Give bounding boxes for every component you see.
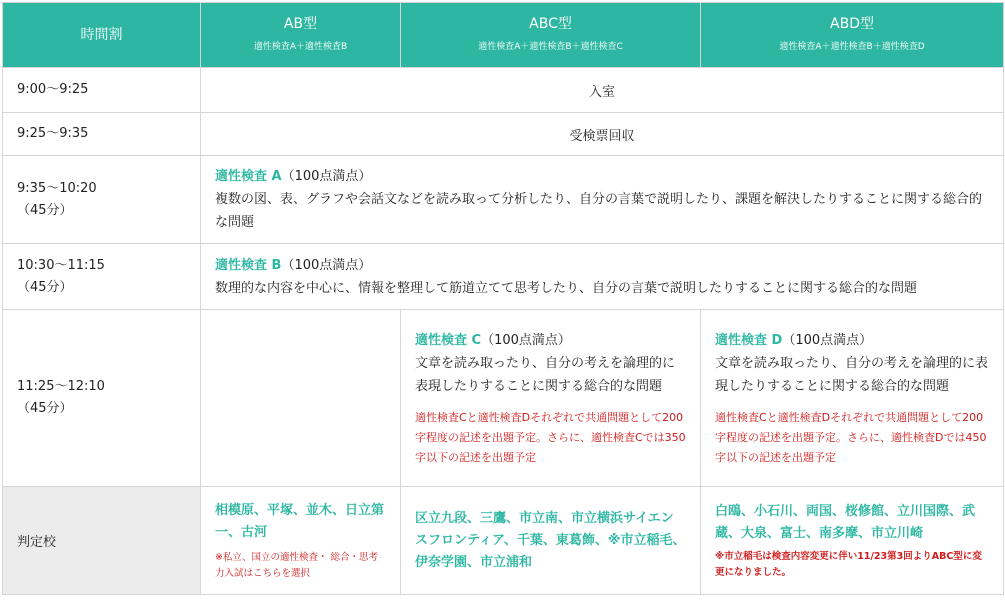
time-cell: 11:25〜12:10 （45分） <box>3 310 201 487</box>
header-type-abc <box>401 3 701 68</box>
row-exam-b <box>3 244 1004 310</box>
school-list: 相模原、平塚、並木、日立第一、古河 <box>215 502 385 540</box>
judge-ab-cell <box>201 487 401 595</box>
school-list: 区立九段、三鷹、市立南、市立横浜サイエンスフロンティア、千葉、東葛飾、※市立稲毛、伊奈学園、市立浦和 <box>415 510 686 570</box>
row-exam-a <box>3 156 1004 244</box>
exam-points: （100点満点） <box>281 257 372 273</box>
ticket-cell: 受検票回収 <box>201 113 1004 156</box>
row-judge <box>3 487 1004 595</box>
header-time: 時間割 <box>3 3 201 68</box>
type-title: ABC型 <box>529 16 572 32</box>
duration: （45分） <box>17 401 73 416</box>
exam-note: 適性検査Cと適性検査Dそれぞれで共通問題として200字程度の記述を出題予定。さらに、適性検査Dでは450字以下の記述を出題予定 <box>715 410 987 464</box>
time-cell: 9:25〜9:35 <box>3 113 201 156</box>
entry-cell: 入室 <box>201 68 1004 113</box>
judge-note: ※私立、国立の適性検査・ 総合・思考力入試はこちらを選択 <box>215 551 378 579</box>
exam-points: （100点満点） <box>782 332 873 348</box>
time-cell: 9:35〜10:20 （45分） <box>3 156 201 244</box>
exam-description: 複数の図、表、グラフや会話文などを読み取って分析したり、自分の言葉で説明したり、課題を解決したりすることに関する総合的な問題 <box>215 192 983 230</box>
exam-d-cell <box>701 310 1004 487</box>
exam-description: 文章を読み取ったり、自分の考えを論理的に表現したりすることに関する総合的な問題 <box>715 355 989 394</box>
type-subtitle: 適性検査A＋適性検査B <box>253 42 348 52</box>
exam-c-cell <box>401 310 701 487</box>
judge-note: ※市立稲毛は検査内容変更に伴い11/23第3回よりABC型に変更になりました。 <box>715 550 982 578</box>
time-cell: 9:00〜9:25 <box>3 68 201 113</box>
exam-schedule-table <box>2 2 1004 595</box>
duration: （45分） <box>17 279 73 295</box>
exam-name: 適性検査 A <box>215 169 282 184</box>
exam-points: （100点満点） <box>481 332 571 348</box>
exam-b-cell <box>201 244 1004 310</box>
exam-name: 適性検査 D <box>715 332 783 348</box>
row-entry <box>3 68 1004 113</box>
duration: （45分） <box>17 202 73 218</box>
type-title: AB型 <box>283 16 318 32</box>
exam-points: （100点満点） <box>281 169 372 184</box>
exam-name: 適性検査 C <box>415 332 482 348</box>
header-row <box>3 3 1004 68</box>
school-list: 白鴎、小石川、両国、桜修館、立川国際、武蔵、大泉、富士、南多摩、市立川崎 <box>715 503 976 541</box>
judge-abc-cell <box>401 487 701 595</box>
row-exam-cd <box>3 310 1004 487</box>
type-subtitle: 適性検査A＋適性検査B＋適性検査D <box>779 42 925 52</box>
judge-abd-cell <box>701 487 1004 595</box>
exam-description: 数理的な内容を中心に、情報を整理して筋道立てて思考したり、自分の言葉で説明したりすることに関する総合的な問題 <box>215 280 918 296</box>
row-ticket <box>3 113 1004 156</box>
header-type-ab <box>201 3 401 68</box>
type-title: ABD型 <box>830 16 874 32</box>
exam-note: 適性検査Cと適性検査Dそれぞれで共通問題として200字程度の記述を出題予定。さらに、適性検査Cでは350字以下の記述を出題予定 <box>415 410 686 464</box>
time-cell: 10:30〜11:15 （45分） <box>3 244 201 310</box>
type-subtitle: 適性検査A＋適性検査B＋適性検査C <box>478 42 623 52</box>
exam-a-cell <box>201 156 1004 244</box>
empty-cell-ab <box>201 310 401 487</box>
exam-name: 適性検査 B <box>215 257 282 273</box>
judge-label: 判定校 <box>3 487 201 595</box>
header-type-abd <box>701 3 1004 68</box>
exam-description: 文章を読み取ったり、自分の考えを論理的に表現したりすることに関する総合的な問題 <box>415 355 676 394</box>
